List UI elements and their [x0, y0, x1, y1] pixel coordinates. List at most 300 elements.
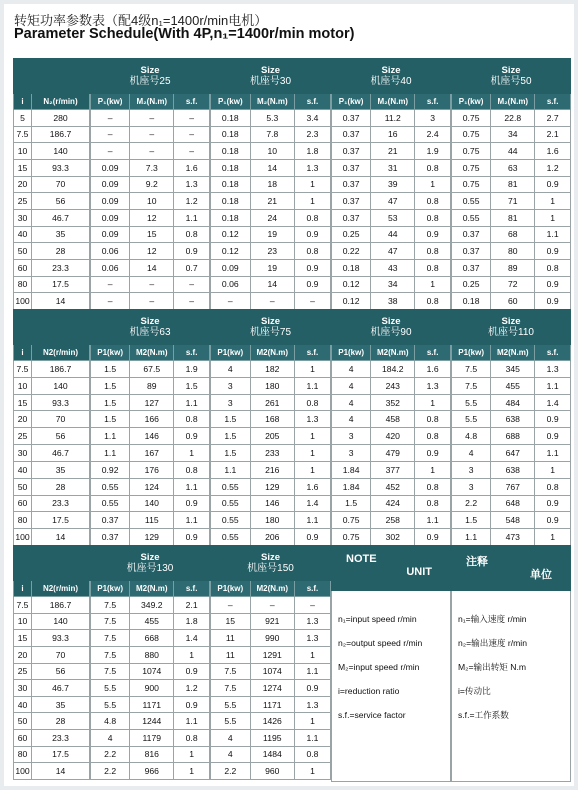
service-factor-cell: 0.9: [174, 495, 210, 512]
power-cell: 0.75: [452, 159, 491, 176]
power-cell: 0.06: [91, 243, 130, 260]
service-factor-cell: 0.8: [294, 394, 330, 411]
table-row: [14, 361, 90, 378]
power-cell: 0.55: [211, 478, 251, 495]
torque-cell: 14: [250, 276, 294, 293]
table-row: [211, 478, 331, 495]
service-factor-cell: 1: [294, 461, 330, 478]
power-cell: 4: [332, 361, 371, 378]
service-factor-cell: 0.8: [535, 259, 571, 276]
power-cell: 5.5: [91, 680, 130, 697]
service-factor-cell: 1: [174, 746, 210, 763]
table-row: [91, 646, 210, 663]
size-table-150: [210, 545, 331, 780]
ratio-column-table: [13, 309, 90, 546]
table-row: [14, 176, 90, 193]
service-factor-cell: 2.3: [294, 126, 330, 143]
note-header: [332, 546, 451, 591]
torque-cell: 816: [130, 746, 174, 763]
col-header-i: i: [14, 94, 32, 110]
table-row: [211, 193, 331, 210]
service-factor-cell: 1: [174, 445, 210, 462]
table-row: [332, 529, 451, 546]
table-row: [91, 110, 210, 127]
service-factor-cell: 1.6: [174, 159, 210, 176]
output-speed-cell: 70: [32, 646, 90, 663]
power-cell: 0.92: [91, 461, 130, 478]
torque-cell: 168: [250, 411, 294, 428]
power-cell: 3: [452, 461, 491, 478]
torque-cell: –: [130, 110, 174, 127]
table-row: [452, 428, 571, 445]
service-factor-cell: 1: [174, 646, 210, 663]
table-row: [211, 209, 331, 226]
service-factor-cell: 1: [535, 209, 571, 226]
torque-cell: 261: [250, 394, 294, 411]
table-row: [91, 361, 210, 378]
col-header-sf: s.f.: [174, 345, 210, 361]
table-row: [14, 696, 90, 713]
torque-cell: 377: [371, 461, 415, 478]
power-cell: 3: [332, 428, 371, 445]
table-row: [211, 293, 331, 310]
service-factor-cell: 0.8: [415, 159, 451, 176]
table-row: [14, 663, 90, 680]
ratio-cell: 25: [14, 193, 32, 210]
table-row: [211, 226, 331, 243]
note-body: [452, 591, 571, 782]
service-factor-cell: 1.1: [174, 209, 210, 226]
note-title: 注释: [466, 556, 488, 568]
table-row: [452, 259, 571, 276]
torque-cell: 53: [371, 209, 415, 226]
ratio-cell: 80: [14, 746, 32, 763]
col-header-p1: P1(kw): [452, 345, 491, 361]
service-factor-cell: 1.2: [174, 680, 210, 697]
table-row: [14, 630, 90, 647]
service-factor-cell: 0.8: [415, 495, 451, 512]
col-header-sf: s.f.: [294, 581, 330, 597]
service-factor-cell: 0.7: [174, 259, 210, 276]
output-speed-cell: 14: [32, 763, 90, 780]
torque-cell: 479: [371, 445, 415, 462]
table-row: [211, 259, 331, 276]
torque-cell: 34: [491, 126, 535, 143]
table-row: [332, 193, 451, 210]
table-row: [332, 377, 451, 394]
power-cell: 0.06: [211, 276, 251, 293]
ratio-column-table: [13, 58, 90, 310]
torque-cell: 1074: [250, 663, 294, 680]
torque-cell: 89: [130, 377, 174, 394]
service-factor-cell: 1.3: [294, 696, 330, 713]
output-speed-cell: 17.5: [32, 512, 90, 529]
size-table-40: [331, 58, 451, 310]
power-cell: 0.37: [332, 176, 371, 193]
service-factor-cell: 0.9: [535, 512, 571, 529]
frame-number: 机座号25: [129, 76, 171, 87]
torque-cell: –: [250, 293, 294, 310]
service-factor-cell: 1: [415, 176, 451, 193]
torque-cell: 966: [130, 763, 174, 780]
power-cell: 15: [211, 613, 251, 630]
torque-cell: 18: [250, 176, 294, 193]
torque-cell: 129: [250, 478, 294, 495]
note-body: [332, 591, 451, 782]
torque-cell: 648: [491, 495, 535, 512]
power-cell: 1.1: [91, 445, 130, 462]
torque-cell: 24: [250, 209, 294, 226]
service-factor-cell: 1.6: [415, 361, 451, 378]
service-factor-cell: 0.8: [415, 259, 451, 276]
power-cell: 4: [211, 746, 251, 763]
note-english: [331, 545, 451, 782]
torque-cell: 258: [371, 512, 415, 529]
table-row: [332, 176, 451, 193]
ratio-cell: 30: [14, 680, 32, 697]
col-header-n2: N2(r/min): [32, 581, 90, 597]
col-header-m2: M2(N.m): [250, 581, 294, 597]
ratio-cell: 80: [14, 276, 32, 293]
service-factor-cell: –: [294, 597, 330, 614]
service-factor-cell: 0.9: [535, 276, 571, 293]
table-row: [91, 293, 210, 310]
table-row: [14, 529, 90, 546]
table-row: [211, 630, 331, 647]
torque-cell: 63: [491, 159, 535, 176]
power-cell: 0.18: [211, 176, 251, 193]
service-factor-cell: 1.1: [535, 445, 571, 462]
table-row: [211, 445, 331, 462]
service-factor-cell: 1: [294, 445, 330, 462]
output-speed-cell: 70: [32, 411, 90, 428]
service-factor-cell: 0.8: [174, 461, 210, 478]
service-factor-cell: 1: [294, 713, 330, 730]
service-factor-cell: 1: [294, 176, 330, 193]
service-factor-cell: 0.9: [535, 428, 571, 445]
table-row: [91, 663, 210, 680]
size-word: Size: [140, 65, 160, 76]
ratio-cell: 60: [14, 495, 32, 512]
power-cell: 0.55: [91, 495, 130, 512]
torque-cell: 21: [371, 143, 415, 160]
table-row: [332, 445, 451, 462]
torque-cell: 124: [130, 478, 174, 495]
service-factor-cell: 2.7: [535, 110, 571, 127]
col-header-m2: M2(N.m): [130, 345, 174, 361]
service-factor-cell: 0.9: [415, 445, 451, 462]
table-row: [211, 126, 331, 143]
table-row: [14, 763, 90, 780]
torque-cell: 14: [250, 159, 294, 176]
power-cell: 1.5: [91, 377, 130, 394]
output-speed-cell: 186.7: [32, 126, 90, 143]
torque-cell: 455: [491, 377, 535, 394]
col-header-sf: s.f.: [294, 345, 330, 361]
power-cell: 3: [452, 478, 491, 495]
torque-cell: 205: [250, 428, 294, 445]
torque-cell: 16: [371, 126, 415, 143]
service-factor-cell: 0.8: [174, 226, 210, 243]
table-row: [14, 110, 90, 127]
table-row: [332, 209, 451, 226]
torque-cell: 180: [250, 377, 294, 394]
power-cell: 4: [332, 377, 371, 394]
service-factor-cell: 0.8: [415, 478, 451, 495]
output-speed-cell: 28: [32, 713, 90, 730]
size-header: [211, 310, 331, 345]
power-cell: 7.5: [91, 663, 130, 680]
table-row: [452, 445, 571, 462]
col-header-m2: M₂(N.m): [250, 94, 294, 110]
table-row: [211, 159, 331, 176]
size-header: [452, 310, 571, 345]
torque-cell: 19: [250, 259, 294, 276]
ratio-cell: 100: [14, 763, 32, 780]
col-header-n2: N2(r/min): [32, 345, 90, 361]
power-cell: 0.55: [211, 495, 251, 512]
torque-cell: 1195: [250, 730, 294, 747]
table-row: [14, 445, 90, 462]
table-row: [452, 529, 571, 546]
table-row: [14, 597, 90, 614]
power-cell: 1.5: [91, 411, 130, 428]
output-speed-cell: 23.3: [32, 495, 90, 512]
table-row: [452, 512, 571, 529]
torque-cell: 38: [371, 293, 415, 310]
service-factor-cell: 0.8: [294, 209, 330, 226]
torque-cell: 167: [130, 445, 174, 462]
torque-cell: 80: [491, 243, 535, 260]
torque-cell: 180: [250, 512, 294, 529]
output-speed-cell: 46.7: [32, 209, 90, 226]
power-cell: 0.12: [211, 226, 251, 243]
table-row: [14, 461, 90, 478]
power-cell: 0.37: [332, 143, 371, 160]
note-line: M₂=输出转矩 N.m: [458, 662, 527, 672]
size-table-50: [451, 58, 571, 310]
output-speed-cell: 93.3: [32, 159, 90, 176]
note-line: s.f.=工作系数: [458, 710, 509, 720]
torque-cell: 34: [371, 276, 415, 293]
table-row: [14, 495, 90, 512]
ratio-cell: 15: [14, 630, 32, 647]
ratio-cell: 20: [14, 176, 32, 193]
table-row: [332, 110, 451, 127]
service-factor-cell: –: [174, 126, 210, 143]
ratio-cell: 20: [14, 646, 32, 663]
table-row: [211, 495, 331, 512]
table-row: [91, 226, 210, 243]
power-cell: 0.18: [452, 293, 491, 310]
service-factor-cell: 1.1: [294, 377, 330, 394]
service-factor-cell: 1.3: [294, 159, 330, 176]
ratio-cell: 80: [14, 512, 32, 529]
service-factor-cell: 1.1: [294, 663, 330, 680]
col-header-m2: M2(N.m): [250, 345, 294, 361]
table-row: [14, 259, 90, 276]
power-cell: 0.75: [332, 529, 371, 546]
table-row: [452, 361, 571, 378]
power-cell: 0.37: [332, 193, 371, 210]
power-cell: 2.2: [452, 495, 491, 512]
size-header: [91, 546, 210, 581]
table-row: [91, 445, 210, 462]
table-row: [91, 597, 210, 614]
torque-cell: 1274: [250, 680, 294, 697]
service-factor-cell: –: [174, 143, 210, 160]
ratio-cell: 15: [14, 394, 32, 411]
table-row: [14, 159, 90, 176]
size-header: [332, 59, 451, 94]
torque-cell: 458: [371, 411, 415, 428]
table-row: [91, 495, 210, 512]
power-cell: 0.09: [91, 159, 130, 176]
table-row: [14, 276, 90, 293]
table-row: [211, 680, 331, 697]
service-factor-cell: 0.8: [174, 730, 210, 747]
table-row: [14, 243, 90, 260]
power-cell: 0.09: [91, 176, 130, 193]
power-cell: 5.5: [211, 713, 251, 730]
table-row: [332, 495, 451, 512]
output-speed-cell: 35: [32, 226, 90, 243]
table-row: [91, 276, 210, 293]
service-factor-cell: 0.9: [415, 226, 451, 243]
output-speed-cell: 140: [32, 613, 90, 630]
table-row: [332, 428, 451, 445]
ratio-cell: 10: [14, 143, 32, 160]
note-line: n₁=输入速度 r/min: [458, 614, 527, 624]
torque-cell: 89: [491, 259, 535, 276]
table-row: [91, 159, 210, 176]
torque-cell: 146: [250, 495, 294, 512]
torque-cell: 166: [130, 411, 174, 428]
torque-cell: 23: [250, 243, 294, 260]
table-row: [14, 746, 90, 763]
power-cell: 0.75: [452, 176, 491, 193]
output-speed-cell: 14: [32, 293, 90, 310]
table-row: [91, 209, 210, 226]
ratio-cell: 50: [14, 713, 32, 730]
service-factor-cell: 1.1: [415, 512, 451, 529]
table-row: [332, 394, 451, 411]
table-row: [211, 613, 331, 630]
service-factor-cell: 1.4: [174, 630, 210, 647]
service-factor-cell: 1.6: [294, 478, 330, 495]
col-header-n2: N₂(r/min): [32, 94, 90, 110]
table-row: [452, 226, 571, 243]
torque-cell: 1074: [130, 663, 174, 680]
power-cell: 5.5: [91, 696, 130, 713]
output-speed-cell: 140: [32, 143, 90, 160]
size-word: Size: [140, 552, 160, 563]
table-row: [452, 143, 571, 160]
torque-cell: 349.2: [130, 597, 174, 614]
table-row: [14, 394, 90, 411]
service-factor-cell: 0.9: [294, 680, 330, 697]
ratio-cell: 20: [14, 411, 32, 428]
torque-cell: 43: [371, 259, 415, 276]
torque-cell: 146: [130, 428, 174, 445]
col-header-sf: s.f.: [294, 94, 330, 110]
power-cell: 7.5: [91, 597, 130, 614]
power-cell: 1.5: [211, 428, 251, 445]
table-row: [332, 478, 451, 495]
service-factor-cell: 1.5: [174, 377, 210, 394]
torque-cell: 182: [250, 361, 294, 378]
ratio-cell: 10: [14, 613, 32, 630]
col-header-sf: s.f.: [415, 94, 451, 110]
power-cell: 0.18: [211, 159, 251, 176]
power-cell: 0.37: [332, 126, 371, 143]
service-factor-cell: 0.8: [415, 209, 451, 226]
ratio-cell: 25: [14, 663, 32, 680]
table-row: [14, 646, 90, 663]
service-factor-cell: 1.3: [294, 630, 330, 647]
output-speed-cell: 14: [32, 529, 90, 546]
col-header-sf: s.f.: [535, 94, 571, 110]
service-factor-cell: 3: [415, 110, 451, 127]
service-factor-cell: 0.9: [535, 176, 571, 193]
col-header-p1: P1(kw): [91, 581, 130, 597]
table-row: [14, 680, 90, 697]
torque-cell: 5.3: [250, 110, 294, 127]
note-unit-label: 单位: [530, 569, 552, 581]
table-row: [332, 126, 451, 143]
service-factor-cell: 1: [415, 276, 451, 293]
table-row: [211, 746, 331, 763]
service-factor-cell: 3.4: [294, 110, 330, 127]
table-row: [332, 276, 451, 293]
table-row: [452, 478, 571, 495]
table-row: [91, 143, 210, 160]
frame-number: 机座号150: [247, 563, 294, 574]
col-header-sf: s.f.: [535, 345, 571, 361]
ratio-cell: 40: [14, 461, 32, 478]
service-factor-cell: 1.1: [294, 512, 330, 529]
frame-number: 机座号40: [370, 76, 412, 87]
table-row: [91, 259, 210, 276]
frame-number: 机座号30: [249, 76, 292, 87]
service-factor-cell: 1: [294, 193, 330, 210]
table-row: [211, 461, 331, 478]
torque-cell: 184.2: [371, 361, 415, 378]
output-speed-cell: 70: [32, 176, 90, 193]
table-row: [452, 377, 571, 394]
torque-cell: 1171: [130, 696, 174, 713]
service-factor-cell: 1: [174, 763, 210, 780]
table-row: [91, 428, 210, 445]
power-cell: 7.5: [452, 377, 491, 394]
table-row: [91, 680, 210, 697]
table-row: [211, 110, 331, 127]
ratio-cell: 25: [14, 428, 32, 445]
col-header-sf: s.f.: [415, 345, 451, 361]
service-factor-cell: 1: [294, 763, 330, 780]
table-row: [14, 193, 90, 210]
size-word: Size: [501, 316, 521, 327]
ratio-cell: 30: [14, 209, 32, 226]
col-header-sf: s.f.: [174, 94, 210, 110]
power-cell: 0.37: [452, 243, 491, 260]
service-factor-cell: 2.1: [535, 126, 571, 143]
power-cell: 4.8: [91, 713, 130, 730]
table-row: [91, 730, 210, 747]
note-unit-label: UNIT: [406, 566, 432, 578]
torque-cell: 900: [130, 680, 174, 697]
power-cell: –: [211, 293, 251, 310]
